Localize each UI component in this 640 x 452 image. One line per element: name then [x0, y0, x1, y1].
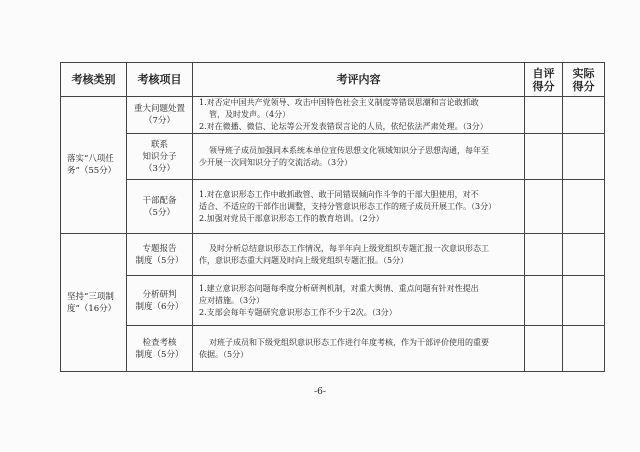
category-cell: 落实“八项任 务”（55分） — [61, 97, 127, 234]
content-cell: 1.对否定中国共产党领导、攻击中国特色社会主义制度等错误思潮和言论敢抓敢 管，及时发声。（4分） 2.对在微播、微信、论坛等公开发表错误言论的人员，依纪依法严肃处理。（3分） — [193, 97, 525, 134]
category-cell: 坚持“三项制 度”（16分） — [61, 234, 127, 372]
table-row — [61, 97, 605, 134]
item-cell: 联系 知识分子 （3分） — [127, 134, 193, 180]
self-score-cell[interactable] — [525, 326, 563, 372]
table-row — [61, 134, 605, 180]
self-score-cell[interactable] — [525, 234, 563, 276]
item-cell: 检查考核 制度（5分） — [127, 326, 193, 372]
table-row — [61, 180, 605, 234]
table-row — [61, 326, 605, 372]
content-cell: 及时分析总结意识形态工作情况，每半年向上级党组织专题汇报一次意识形态工 作，意识形态重大问题及时向上级党组织专题汇报。（5分） — [193, 234, 525, 276]
actual-score-cell[interactable] — [563, 134, 605, 180]
header-row — [61, 63, 605, 97]
actual-score-cell[interactable] — [563, 326, 605, 372]
actual-score-cell[interactable] — [563, 180, 605, 234]
item-cell: 专题报告 制度（5分） — [127, 234, 193, 276]
self-score-cell[interactable] — [525, 276, 563, 326]
item-cell: 干部配备 （5分） — [127, 180, 193, 234]
header-item: 考核项目 — [127, 63, 193, 97]
page-number: -6- — [314, 387, 326, 397]
content-cell: 1.对在意识形态工作中敢抓敢管、敢于同错误倾向作斗争的干部大胆使用，对不 适合、不适应的干部作出调整，支持分管意识形态工作的班子成员开展工作。（3分） 2.加强对党员干部意识形态工作的教育培训。（2分） — [193, 180, 525, 234]
actual-score-cell[interactable] — [563, 276, 605, 326]
table-row — [61, 234, 605, 276]
content-cell: 领导班子成员加强同本系统本单位宣传思想文化领域知识分子思想沟通，每年至 少开展一次同知识分子的交流活动。（3分） — [193, 134, 525, 180]
assessment-table-container — [60, 62, 604, 370]
content-cell: 1.建立意识形态问题每季度分析研判机制，对重大舆情、重点问题有针对性提出 应对措施。（3分） 2.支部会每年专题研究意识形态工作不少于2次。（3分） — [193, 276, 525, 326]
header-category: 考核类别 — [61, 63, 127, 97]
header-content: 考评内容 — [193, 63, 525, 97]
item-cell: 重大问题处置 （7分） — [127, 97, 193, 134]
self-score-cell[interactable] — [525, 97, 563, 134]
header-actual-score: 实际 得分 — [563, 63, 605, 97]
self-score-cell[interactable] — [525, 134, 563, 180]
header-self-score: 自评 得分 — [525, 63, 563, 97]
actual-score-cell[interactable] — [563, 234, 605, 276]
assessment-table — [60, 62, 605, 372]
content-cell: 对班子成员和下级党组织意识形态工作进行年度考核，作为干部评价使用的重要 依据。（5分） — [193, 326, 525, 372]
table-row — [61, 276, 605, 326]
item-cell: 分析研判 制度（6分） — [127, 276, 193, 326]
actual-score-cell[interactable] — [563, 97, 605, 134]
self-score-cell[interactable] — [525, 180, 563, 234]
